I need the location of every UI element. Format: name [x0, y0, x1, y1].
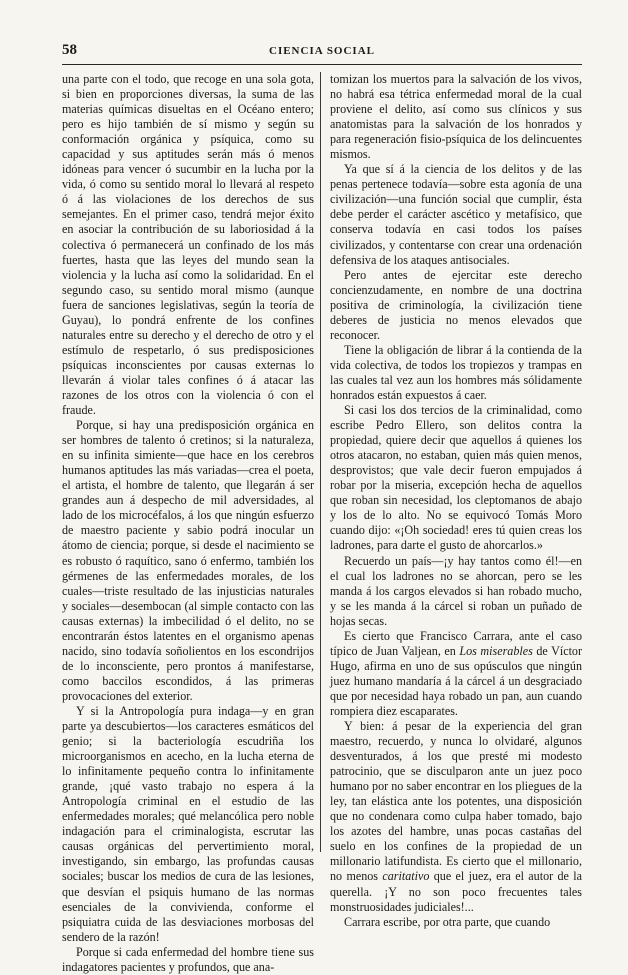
paragraph: Carrara escribe, por otra parte, que cuando	[344, 914, 551, 929]
page-header	[62, 42, 582, 65]
running-title: CIENCIA SOCIAL	[269, 45, 375, 57]
left-column	[62, 72, 314, 975]
paragraph: Y si la Antropología pura indaga—y en gran parte ya descubiertos—los caracteres esmáticos del genio; si la bacteriología escudriña los microorganismos en acecho, en la lucha eterna de lo infinitamente pequeño contra lo infinitamente grande, ¡qué vasto trabajo no espera á la Antropología criminal en el estudio de las enfermedades morales; qué melancólica pero noble indagación para el criminalogista, escrutar las causas orgánicas del pervertimiento moral, investigando, sin embargo, las profundas causas sociales; buscar los medios de cura de las lesiones, que desvían el psiquis humano de las normas esenciales de la convivienda, conforme el psiquiatra cuida de las desviaciones morbosas del sendero de la razón!	[62, 703, 314, 944]
paragraph: Es cierto que Francisco Carrara, ante el caso típico de Juan Valjean, en Los miserables de Víctor Hugo, afirma en uno de sus opúsculos que ningún juez humano mandaría á la cárcel á un desgraciado que por necesidad haya robado un pan, aun cuando rompiera diez escaparates.	[330, 628, 583, 718]
paragraph: Porque si cada enfermedad del hombre tiene sus indagatores pacientes y profundos, que ana-	[62, 944, 314, 974]
right-column	[330, 72, 582, 930]
paragraph: Tiene la obligación de librar á la contienda de la vida colectiva, de todos los tropiezos y trampas en las cuales tal vez aun los hombres más sólidamente honrados están expuestos á caer.	[330, 342, 582, 402]
paragraph: Ya que sí á la ciencia de los delitos y de las penas pertenece todavía—sobre esta agonía de una civilización—una función social que cumplir, ésta debe perder el carácter ascético y metafísico, que conserva todavía en casi todos los países civilizados, y contentarse con crear una ordenación defensiva de los ataques antisociales.	[330, 162, 582, 267]
column-divider	[320, 72, 321, 852]
paragraph: una parte con el todo, que recoge en una sola gota, si bien en proporciones diversas, la suma de las materias químicas disueltas en el Océano entero; pero es hijo también de sí mismo y según su conformación orgánica y psíquica, como su capacidad y sus aptitudes serán más ó menos idóneas para vencer ó sucumbir en la lucha por la vida, ó como su sentido moral lo llevará al respeto ó á las violaciones de los derechos de sus semejantes. En el primer caso, tendrá mejor éxito en asociar la contribución de su laboriosidad á la colectiva ó permanecerá un confinado de los más fuertes, hasta que las leyes del mundo sean la violencia y la lucha así como la solidaridad. En el segundo caso, su sentido moral mismo (aunque fuera de sanciones legislativas, según la teoría de Guyau), lo pondrá enfrente de los confines naturales entre su derecho y el derecho de otro y el estímulo de respetarlo, ó sus predisposiciones psíquicas inconscientes por causas externas lo llevarán á violar tales confines ó á atacar las razones de los otros con la violencia ó con el fraude.	[62, 72, 314, 418]
paragraph: Pero antes de ejercitar este derecho concienzudamente, en nombre de una doctrina positiva de criminología, la civilización tiene deberes de justicia no menos elevados que reconocer.	[330, 267, 582, 342]
page-number: 58	[62, 42, 77, 58]
paragraph: Porque, si hay una predisposición orgánica en ser hombres de talento ó cretinos; si la naturaleza, en su infinita simiente—que hace en los cerebros humanos aptitudes las más variadas—crea el poeta, el artista, el hombre de talento, que llegarán á ser grandes aun á despecho de mil adversidades, al lado de los microcéfalos, á los que ningún esfuerzo de maestro paciente y sabio podrá inocular un átomo de ciencia; porque, si desde el nacimiento se es robusto ó raquítico, sano ó enfermo, también los gérmenes de las enfermedades morales, de los cuales—triste resultado de las injusticias naturales y sociales—desembocan (al simple contacto con las causas externas) la imbecilidad ó el delito, no se encontrarán éstos latentes en el organismo apenas nacido, sino todavía soñolientos en los escondrijos de lo inconsciente, pero prontos á manifestarse, como baccilos escondidos, á las primeras provocaciones del exterior.	[62, 418, 314, 703]
paragraph: Recuerdo un país—¡y hay tantos como él!—en el cual los ladrones no se ahorcan, pero se les manda á los cargos elevados si han robado mucho, y se les manda á la cárcel si roban un puñado de hojas secas.	[330, 553, 582, 628]
paragraph: tomizan los muertos para la salvación de los vivos, no habrá esa tétrica enfermedad moral de la cual proviene el delito, así como sus clínicos y sus anatomistas para la salvación de los honrados y para regeneración fisio-psíquica de los delincuentes mismos.	[330, 72, 582, 162]
paragraph: Si casi los dos tercios de la criminalidad, como escribe Pedro Ellero, son delitos contra la propiedad, quiere decir que aquellos á quienes los otros atacaron, no estaban, quien más quien menos, desprovistos; que vale decir fueron empujados á robar por la miseria, excepción hecha de aquellos que roban sin necesidad, los cleptomanos de abajo y los de lo alto. No se equivocó Tomás Moro cuando dijo: «¡Oh sociedad! eres tú quien creas los ladrones, para darte el gusto de ahorcarlos.»	[330, 403, 582, 553]
paragraph: Y bien: á pesar de la experiencia del gran maestro, recuerdo, y nunca lo olvidaré, algunos desventurados, á los que presté mi modesto patrocinio, que se disculparon ante un juez poco humano por no saber encontrar en los pliegues de la ley, tan elástica ante los potentes, una disposición que no condenara como culpa haber tomado, bajo los azotes del hambre, unas pocas castañas del suelo en los confines de la propiedad de un millonario latifundista. Es cierto que el millonario, no menos caritativo que el juez, era el autor de la querella. ¡Y no son poco frecuentes tales monstruosidades judiciales!...	[330, 719, 582, 914]
